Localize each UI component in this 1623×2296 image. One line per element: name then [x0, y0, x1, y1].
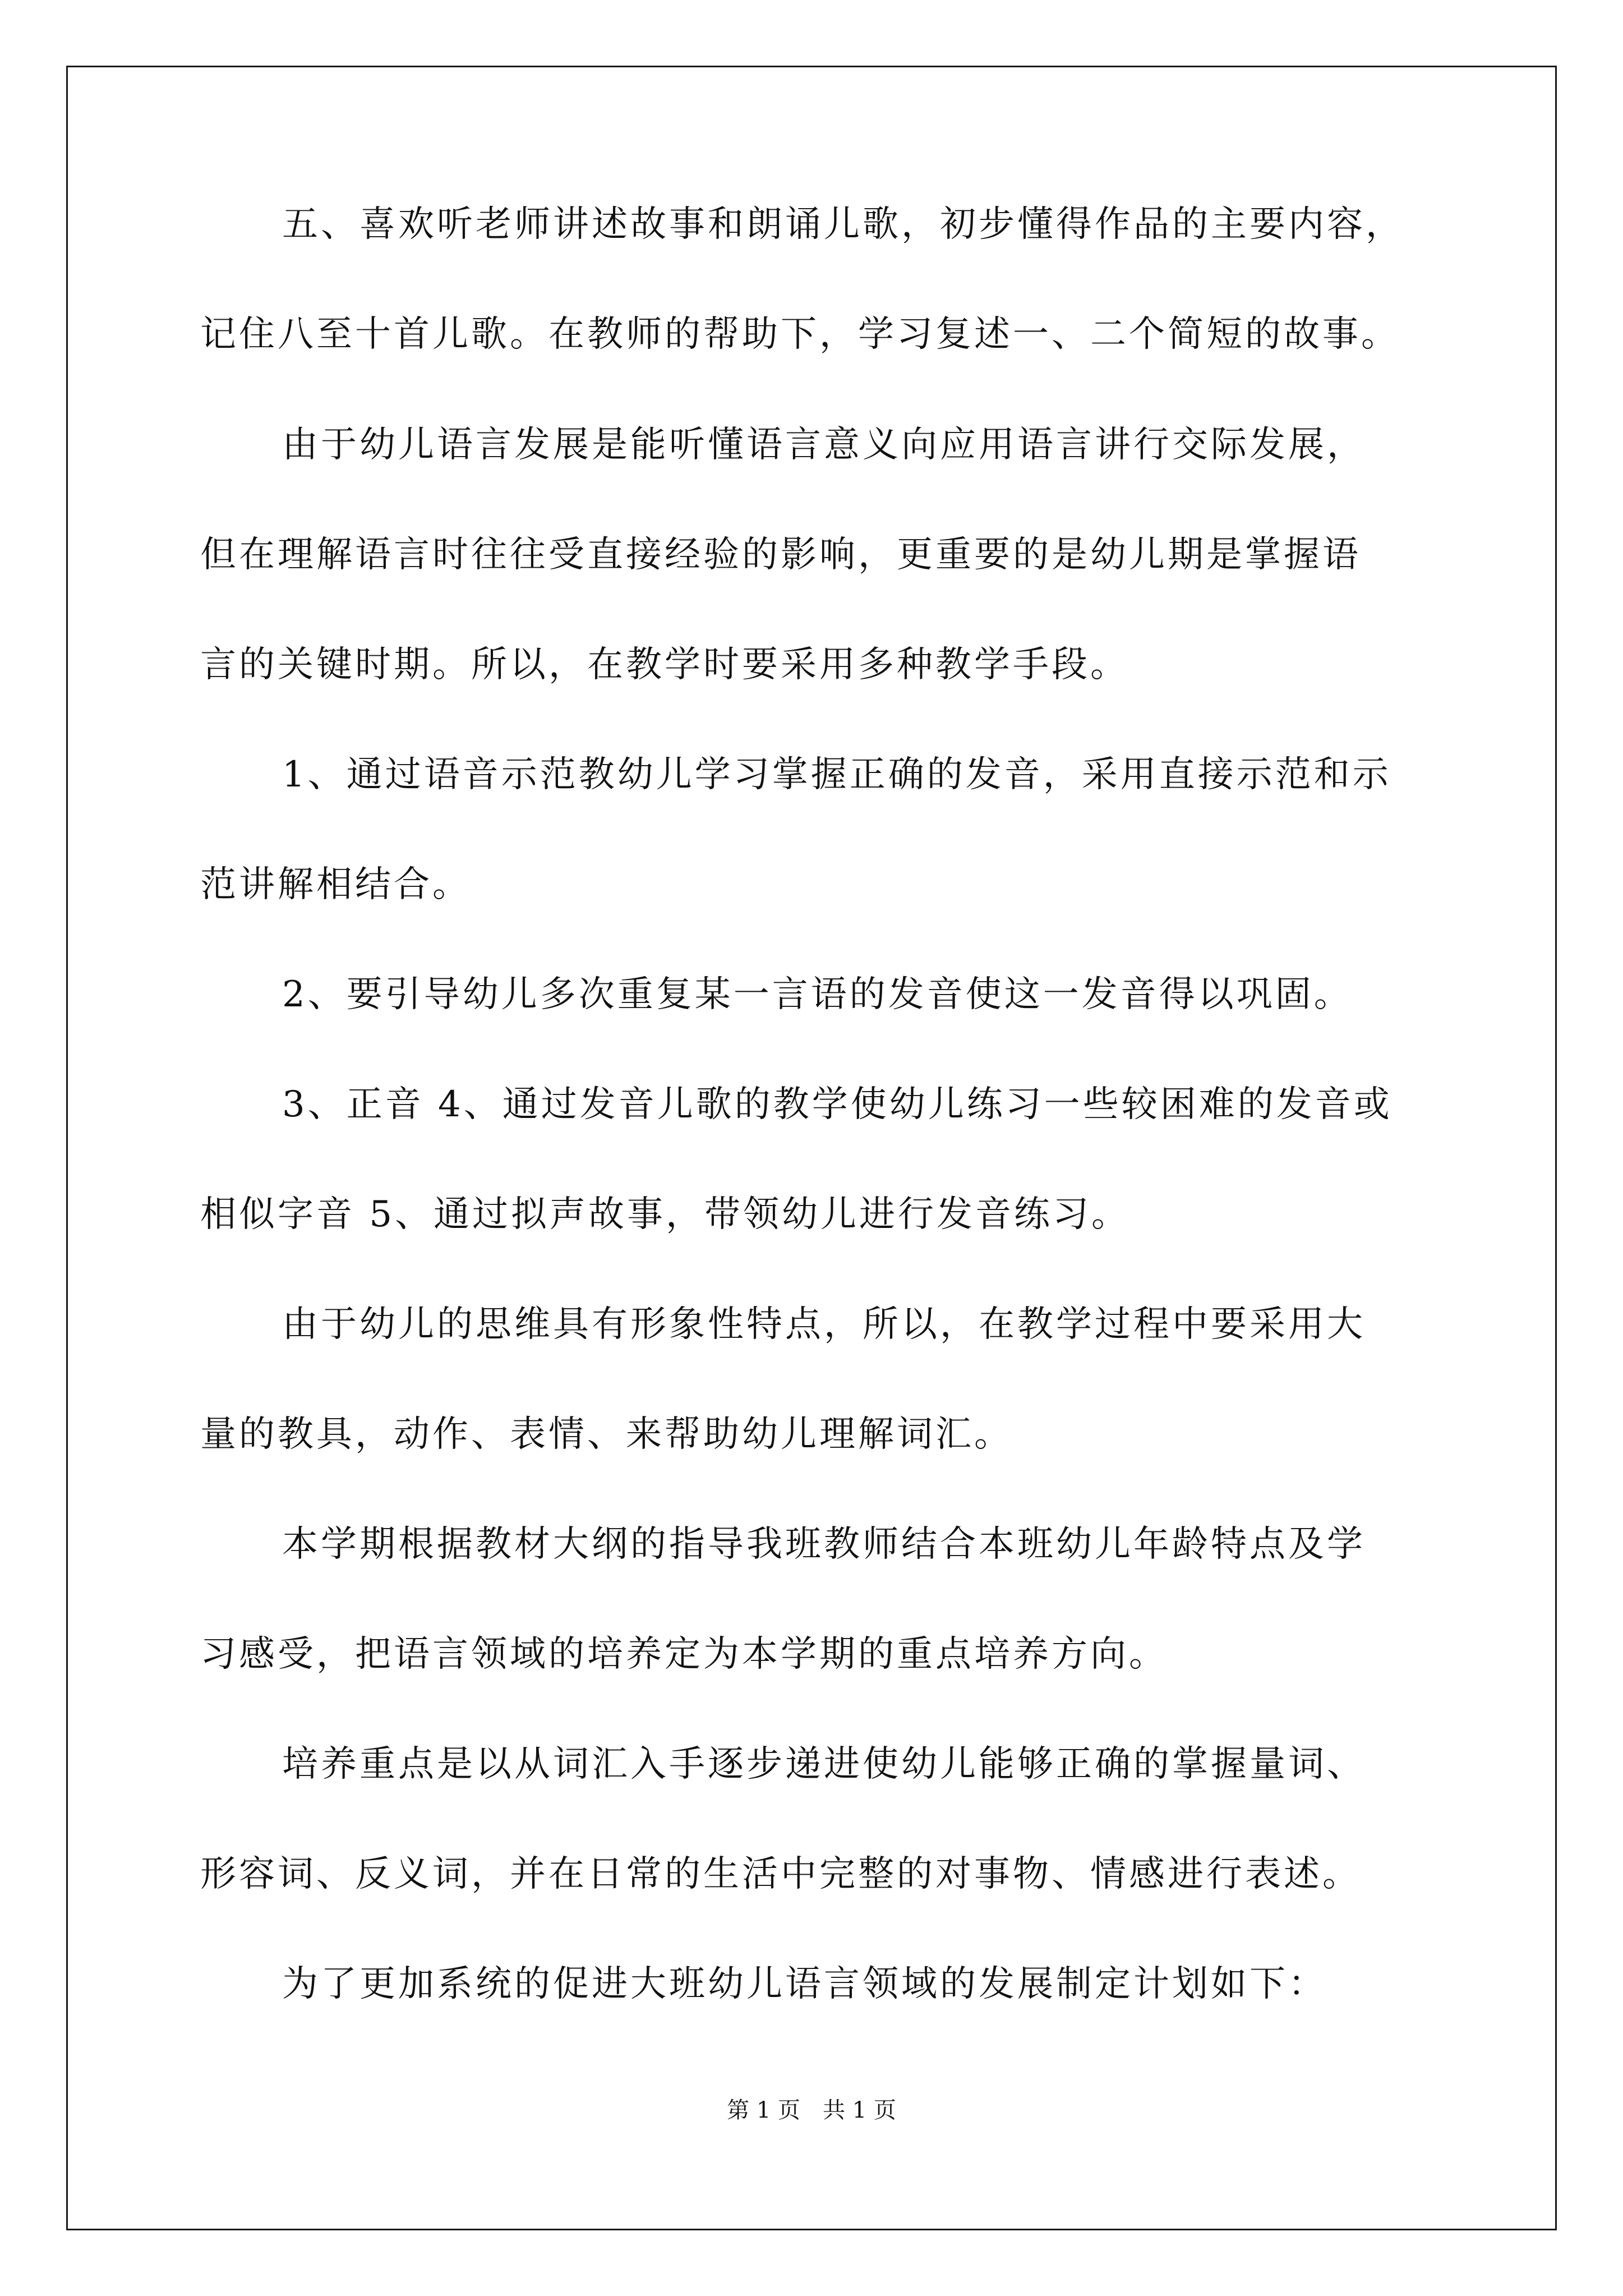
paragraph-line: 1、通过语音示范教幼儿学习掌握正确的发音，采用直接示范和示 [282, 754, 1391, 795]
paragraph-line: 范讲解相结合。 [200, 864, 471, 905]
paragraph-line: 由于幼儿语言发展是能听懂语言意义向应用语言讲行交际发展， [282, 424, 1366, 466]
page-footer [0, 2096, 1623, 2124]
paragraph-line: 但在理解语言时往往受直接经验的影响，更重要的是幼儿期是掌握语 [200, 534, 1361, 576]
paragraph-line: 2、要引导幼儿多次重复某一言语的发音使这一发音得以巩固。 [282, 974, 1353, 1015]
paragraph-line: 习感受，把语言领域的培养定为本学期的重点培养方向。 [200, 1634, 1168, 1675]
paragraph-line: 3、正音 4、通过发音儿歌的教学使幼儿练习一些较困难的发音或 [282, 1084, 1393, 1125]
page-total: 共 1 页 [823, 2097, 896, 2123]
page-number: 第 1 页 [727, 2097, 800, 2123]
paragraph-line: 量的教具，动作、表情、来帮助幼儿理解词汇。 [200, 1414, 1013, 1455]
paragraph-line: 本学期根据教材大纲的指导我班教师结合本班幼儿年龄特点及学 [282, 1524, 1366, 1565]
paragraph-line: 形容词、反义词，并在日常的生活中完整的对事物、情感进行表述。 [200, 1853, 1361, 1895]
paragraph-line: 由于幼儿的思维具有形象性特点，所以，在教学过程中要采用大 [282, 1304, 1366, 1345]
paragraph-line: 五、喜欢听老师讲述故事和朗诵儿歌，初步懂得作品的主要内容， [282, 204, 1404, 245]
paragraph-line: 培养重点是以从词汇入手逐步递进使幼儿能够正确的掌握量词、 [282, 1743, 1366, 1785]
paragraph-line: 言的关键时期。所以，在教学时要采用多种教学手段。 [200, 644, 1129, 685]
page-border [66, 66, 1557, 2230]
paragraph-line: 为了更加系统的促进大班幼儿语言领域的发展制定计划如下： [282, 1963, 1327, 2005]
paragraph-line: 相似字音 5、通过拟声故事，带领幼儿进行发音练习。 [200, 1194, 1131, 1235]
paragraph-line: 记住八至十首儿歌。在教师的帮助下，学习复述一、二个简短的故事。 [200, 314, 1400, 355]
